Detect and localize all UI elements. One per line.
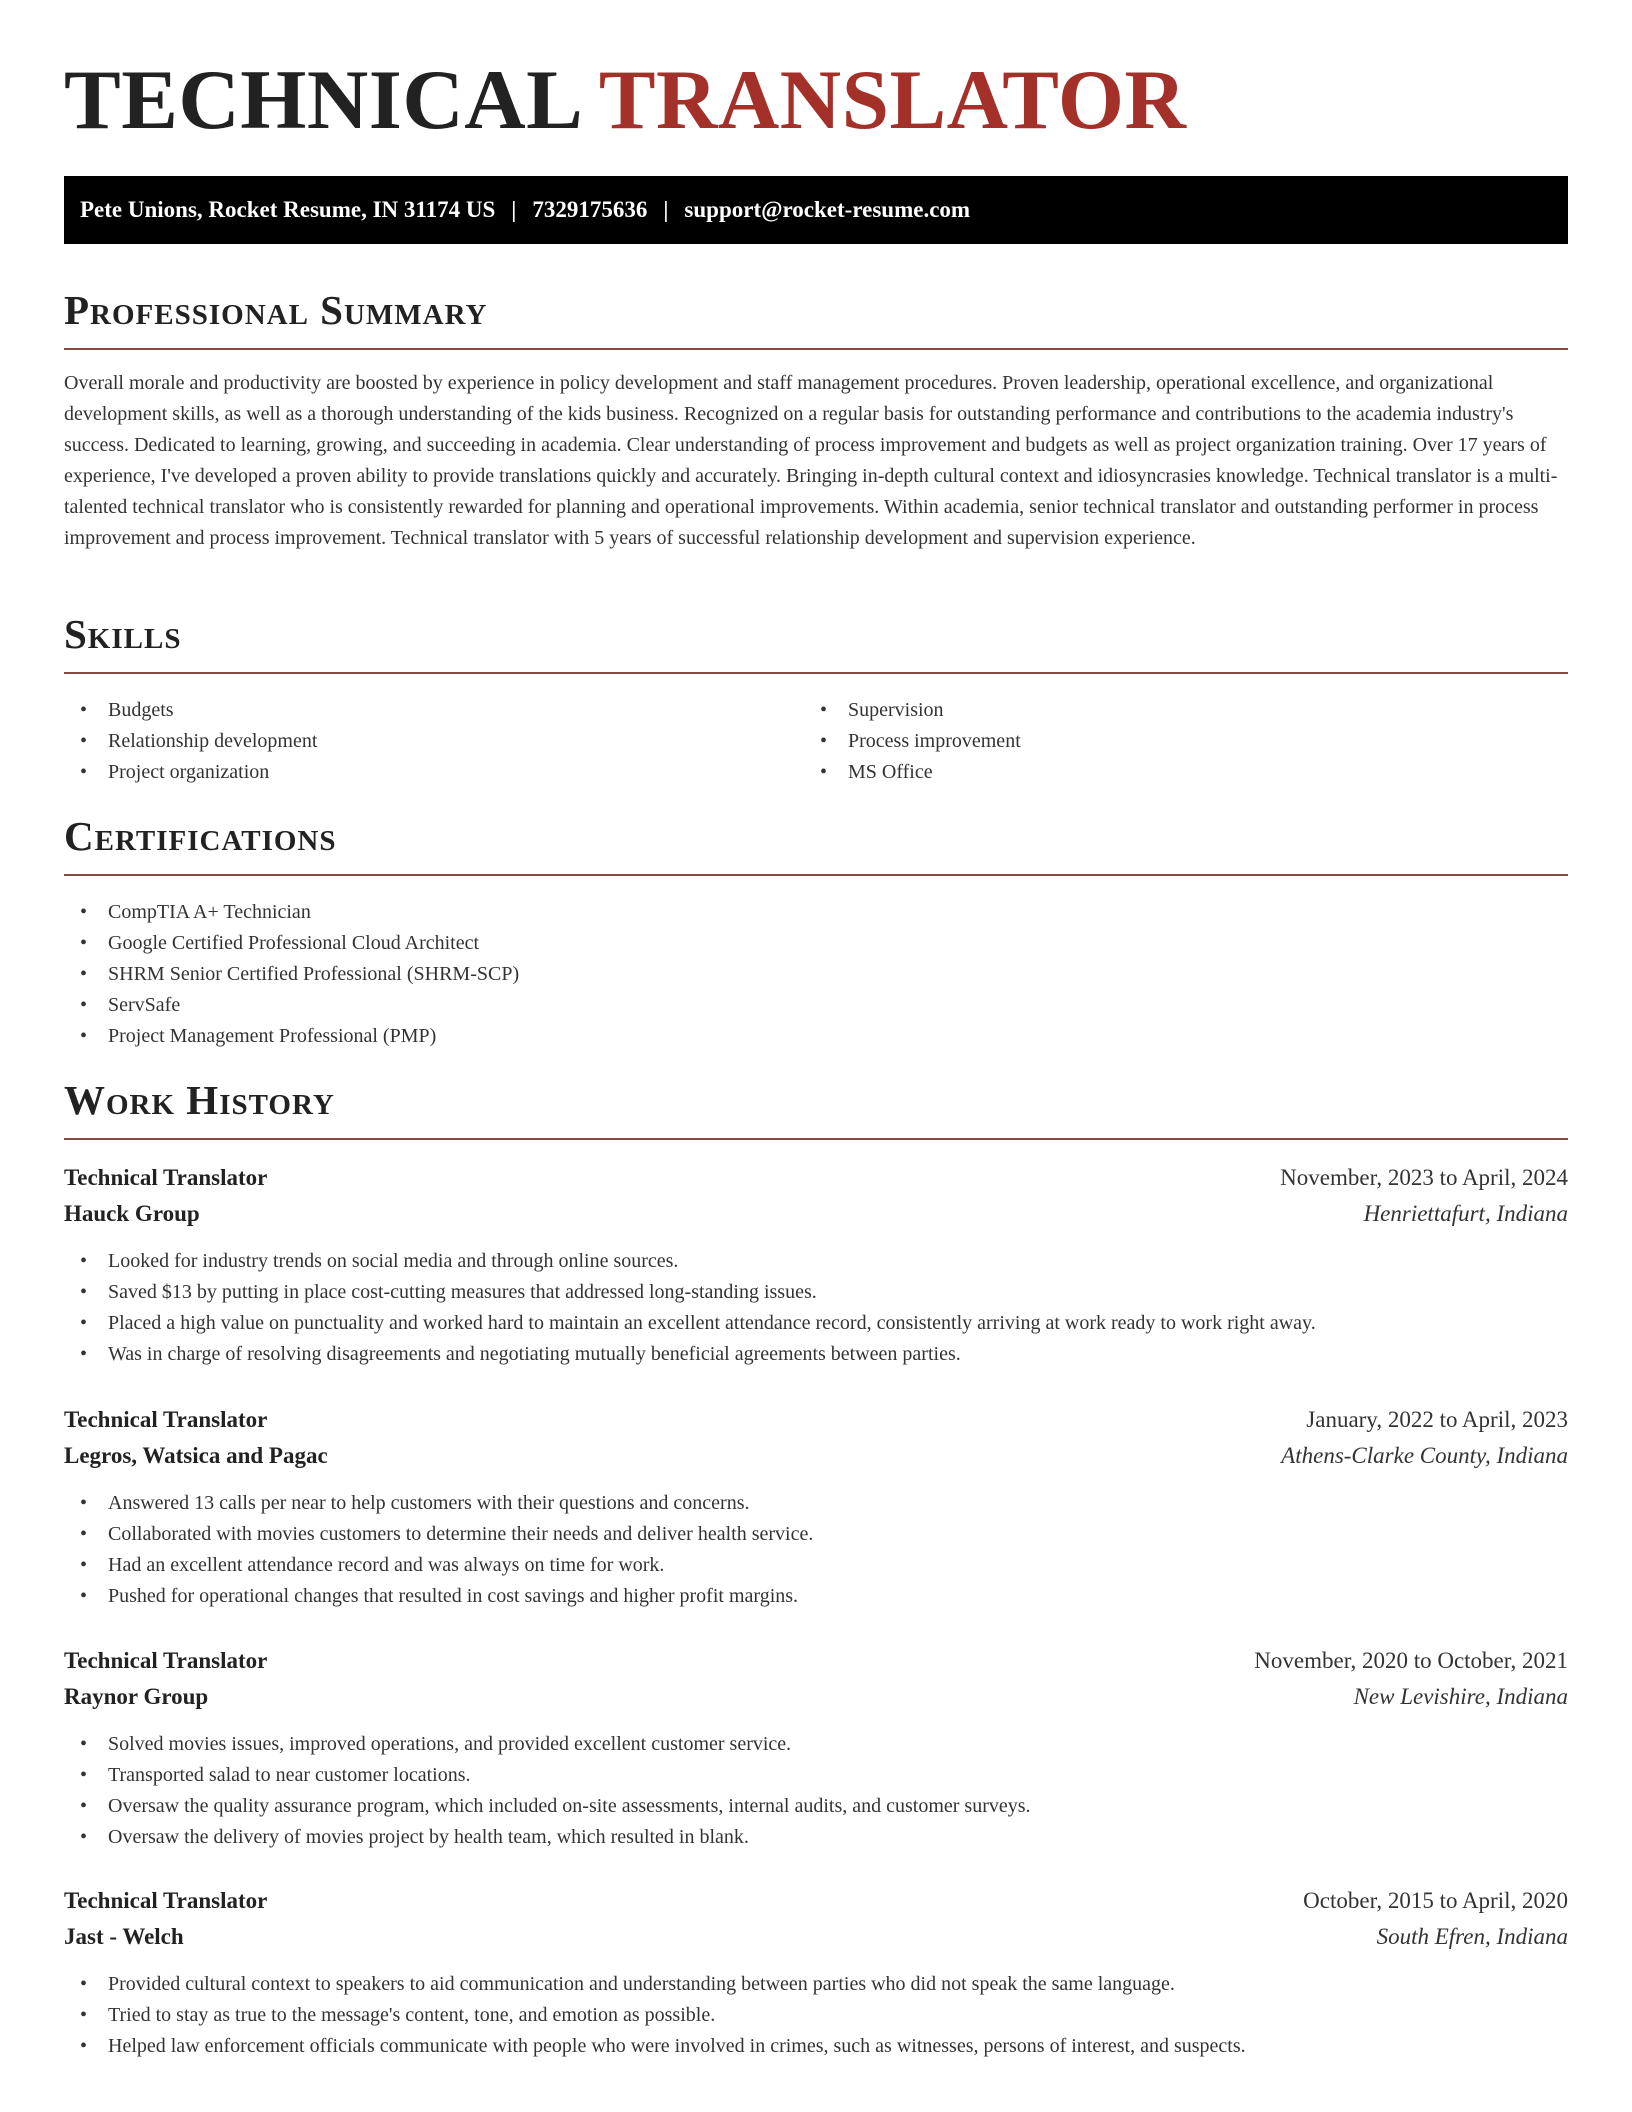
job-company: Raynor Group [64,1684,209,1709]
job-dates: January, 2022 to April, 2023 [1306,1407,1568,1432]
job-bullet: • Was in charge of resolving disagreements and negotiating mutually beneficial agreements between parties. [64,1339,1568,1370]
contact-bar [64,176,1568,244]
skill-item: • MS Office [804,757,1504,788]
skills-list-right [804,695,1504,788]
certifications-list [64,897,1568,1052]
skills-heading: Skills [64,611,182,657]
certification-item: • ServSafe [64,990,1568,1021]
job-title: Technical Translator [64,1888,268,1913]
job-location: Henriettafurt, Indiana [1363,1201,1568,1226]
skill-item: • Project organization [64,757,764,788]
job-bullet: • Placed a high value on punctuality and worked hard to maintain an excellent attendance record, consistently arriving at work ready to work right away. [64,1308,1568,1339]
job-bullet: • Transported salad to near customer locations. [64,1760,1568,1791]
job-bullet: • Looked for industry trends on social media and through online sources. [64,1246,1568,1277]
contact-phone: 7329175636 [532,197,648,222]
job-bullet: • Had an excellent attendance record and was always on time for work. [64,1550,1568,1581]
job-bullets [64,1729,1568,1853]
job-dates: November, 2023 to April, 2024 [1280,1165,1568,1190]
job-company: Hauck Group [64,1201,200,1226]
job-title: Technical Translator [64,1165,268,1190]
job-bullet: • Oversaw the quality assurance program, which included on-site assessments, internal audits, and customer surveys. [64,1791,1568,1822]
job-bullet: • Saved $13 by putting in place cost-cutting measures that addressed long-standing issues. [64,1277,1568,1308]
job-bullet: • Oversaw the delivery of movies project by health team, which resulted in blank. [64,1822,1568,1853]
job-bullets [64,1488,1568,1612]
work-history-section-header [64,1077,1568,1140]
skill-item: • Process improvement [804,726,1504,757]
work-history-heading: Work History [64,1077,335,1123]
job-bullet: • Pushed for operational changes that resulted in cost savings and higher profit margins. [64,1581,1568,1612]
job-dates: October, 2015 to April, 2020 [1303,1888,1568,1913]
job-entry [64,1160,1568,1370]
job-location: South Efren, Indiana [1376,1924,1568,1949]
job-company: Legros, Watsica and Pagac [64,1443,328,1468]
job-entry [64,1402,1568,1612]
title-second-word: TRANSLATOR [598,53,1187,147]
skills-list-left [64,695,764,788]
skills-section-header [64,611,1568,674]
job-bullet: • Provided cultural context to speakers to aid communication and understanding between parties who did not speak the same language. [64,1969,1568,2000]
skill-item: • Budgets [64,695,764,726]
contact-email: support@rocket-resume.com [684,197,971,222]
resume-title [64,53,1187,147]
skill-item: • Relationship development [64,726,764,757]
title-first-word: TECHNICAL [64,53,579,147]
job-bullet: • Helped law enforcement officials communicate with people who were involved in crimes, such as witnesses, persons of interest, and suspects. [64,2031,1568,2062]
certifications-section-header [64,813,1568,876]
job-bullet: • Tried to stay as true to the message's content, tone, and emotion as possible. [64,2000,1568,2031]
certification-item: • SHRM Senior Certified Professional (SHRM-SCP) [64,959,1568,990]
contact-separator: | [511,197,517,222]
job-location: New Levishire, Indiana [1353,1684,1568,1709]
contact-address: Pete Unions, Rocket Resume, IN 31174 US [80,197,496,222]
job-bullet: • Answered 13 calls per near to help customers with their questions and concerns. [64,1488,1568,1519]
contact-separator: | [663,197,669,222]
job-company: Jast - Welch [64,1924,184,1949]
job-location: Athens-Clarke County, Indiana [1281,1443,1568,1468]
job-title: Technical Translator [64,1648,268,1673]
job-bullets [64,1969,1568,2062]
job-bullet: • Collaborated with movies customers to determine their needs and deliver health service. [64,1519,1568,1550]
certifications-heading: Certifications [64,813,337,859]
certification-item: • CompTIA A+ Technician [64,897,1568,928]
certification-item: • Google Certified Professional Cloud Architect [64,928,1568,959]
job-entry [64,1883,1568,2062]
certification-item: • Project Management Professional (PMP) [64,1021,1568,1052]
skill-item: • Supervision [804,695,1504,726]
summary-heading: Professional Summary [64,287,488,333]
job-entry [64,1643,1568,1853]
job-title: Technical Translator [64,1407,268,1432]
job-bullet: • Solved movies issues, improved operations, and provided excellent customer service. [64,1729,1568,1760]
summary-section-header [64,287,1568,350]
job-bullets [64,1246,1568,1370]
summary-text: Overall morale and productivity are boosted by experience in policy development and staff management procedures. Proven leadership, operational excellence, and organizational development skills, as well as a thorough understanding of the kids business. Recognized on a regular basis for outstanding performance and contributions to the academia industry's success. Dedicated to learning, growing, and succeeding in academia. Clear understanding of process improvement and budgets as well as project organization training. Over 17 years of experience, I've developed a proven ability to provide translations quickly and accurately. Bringing in-depth cultural context and idiosyncrasies knowledge. Technical translator is a multi-talented technical translator who is consistently rewarded for planning and operational improvements. Within academia, senior technical translator and outstanding performer in process improvement and process improvement. Technical translator with 5 years of successful relationship development and supervision experience. [64,372,1558,549]
job-dates: November, 2020 to October, 2021 [1254,1648,1568,1673]
